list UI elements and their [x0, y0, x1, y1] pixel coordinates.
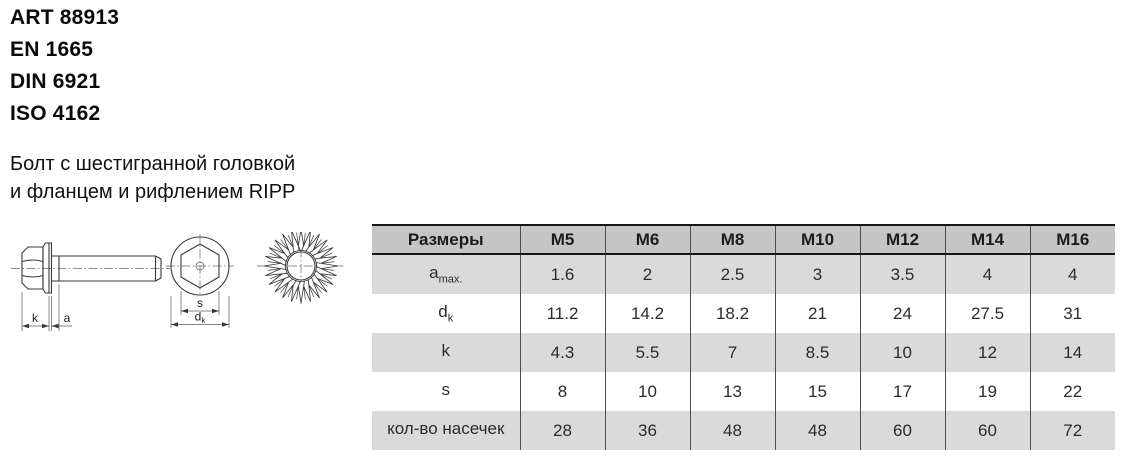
header-cell-m10: M10: [775, 225, 860, 254]
param-cell: [372, 333, 520, 372]
value-cell: 4.3: [520, 333, 605, 372]
bolt-serration-view: [257, 232, 345, 307]
param-subscript: max.: [438, 273, 463, 286]
bolt-drawing-svg: [8, 232, 353, 357]
dim-label-k: k: [32, 311, 38, 325]
value-cell: 1.6: [520, 254, 605, 294]
param-label: k: [441, 341, 450, 361]
value-cell: 8: [520, 372, 605, 411]
param-cell: [372, 372, 520, 411]
dim-label-dk-sub: k: [201, 316, 206, 325]
value-cell: 8.5: [775, 333, 860, 372]
value-cell: 7: [690, 333, 775, 372]
product-description: [10, 150, 295, 206]
param-cell: [372, 254, 520, 294]
value-cell: 36: [605, 411, 690, 450]
value-cell: 4: [1030, 254, 1115, 294]
value-cell: 31: [1030, 294, 1115, 333]
header-cell-m14: M14: [945, 225, 1030, 254]
article-number: ART 88913: [10, 6, 120, 29]
dim-label-dk: [195, 310, 207, 326]
param-cell: [372, 294, 520, 333]
value-cell: 60: [860, 411, 945, 450]
value-cell: 21: [775, 294, 860, 333]
param-label: кол-во насечек: [387, 419, 505, 439]
standards-block: [10, 2, 119, 130]
value-cell: 3: [775, 254, 860, 294]
table-row-s: [372, 372, 1115, 411]
table-header-row: [372, 225, 1115, 254]
param-label: s: [441, 380, 450, 400]
value-cell: 11.2: [520, 294, 605, 333]
value-cell: 2: [605, 254, 690, 294]
value-cell: 4: [945, 254, 1030, 294]
table-row-k: [372, 333, 1115, 372]
value-cell: 14: [1030, 333, 1115, 372]
value-cell: 10: [605, 372, 690, 411]
value-cell: 2.5: [690, 254, 775, 294]
value-cell: 15: [775, 372, 860, 411]
header-cell-sizes: Размеры: [372, 225, 520, 254]
dim-label-a: a: [63, 311, 71, 325]
value-cell: 17: [860, 372, 945, 411]
product-description-line1: Болт с шестигранной головкой: [10, 153, 296, 175]
standard-din: DIN 6921: [10, 70, 101, 93]
value-cell: 27.5: [945, 294, 1030, 333]
param-cell: [372, 411, 520, 450]
product-description-line2: и фланцем и рифлением RIPP: [10, 181, 296, 203]
value-cell: 48: [690, 411, 775, 450]
standard-en: EN 1665: [10, 38, 94, 61]
dimensions-table: [372, 224, 1115, 450]
value-cell: 5.5: [605, 333, 690, 372]
header-cell-m16: M16: [1030, 225, 1115, 254]
value-cell: 19: [945, 372, 1030, 411]
dimensions-table-wrap: [372, 224, 1115, 450]
value-cell: 3.5: [860, 254, 945, 294]
param-subscript: k: [447, 312, 454, 325]
value-cell: 28: [520, 411, 605, 450]
bolt-hex-view: [166, 234, 234, 328]
value-cell: 60: [945, 411, 1030, 450]
value-cell: 14.2: [605, 294, 690, 333]
bolt-side-view: [11, 243, 170, 331]
technical-drawing: [8, 232, 353, 357]
table-row-dk: [372, 294, 1115, 333]
value-cell: 72: [1030, 411, 1115, 450]
value-cell: 10: [860, 333, 945, 372]
header-cell-m6: M6: [605, 225, 690, 254]
param-label: a: [429, 263, 439, 283]
value-cell: 24: [860, 294, 945, 333]
header-cell-m12: M12: [860, 225, 945, 254]
value-cell: 12: [945, 333, 1030, 372]
header-cell-m8: M8: [690, 225, 775, 254]
value-cell: 18.2: [690, 294, 775, 333]
header-cell-m5: M5: [520, 225, 605, 254]
table-row-a-max: [372, 254, 1115, 294]
standard-iso: ISO 4162: [10, 102, 101, 125]
param-label: d: [438, 302, 448, 322]
dim-label-dk-base: d: [194, 309, 202, 324]
value-cell: 48: [775, 411, 860, 450]
table-row-notch-count: [372, 411, 1115, 450]
value-cell: 13: [690, 372, 775, 411]
dim-label-s: s: [197, 296, 203, 310]
value-cell: 22: [1030, 372, 1115, 411]
